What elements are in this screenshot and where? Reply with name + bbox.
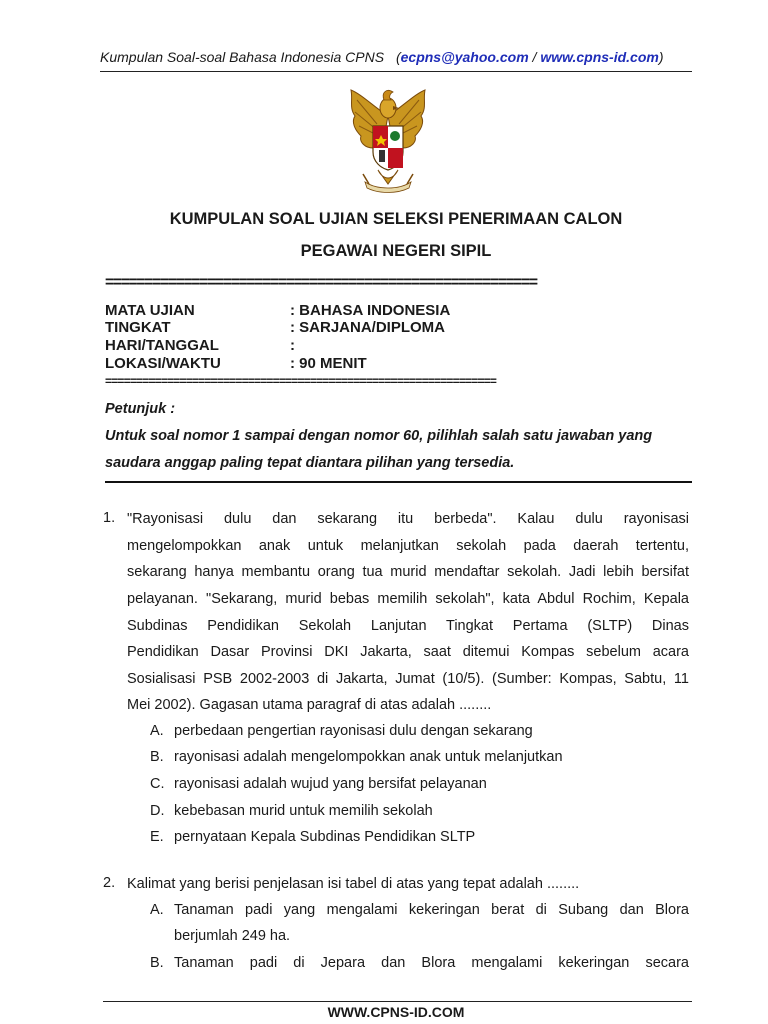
option-letter: C. bbox=[150, 776, 165, 792]
option-letter: A. bbox=[150, 902, 164, 918]
header-email-link[interactable]: ecpns@yahoo.com bbox=[400, 49, 529, 65]
question-number: 1. bbox=[103, 510, 116, 526]
info-value: : bbox=[290, 337, 295, 354]
question-text-line: mengelompokkan anak untuk melanjutkan sekolah pada daerah tertentu, bbox=[127, 538, 689, 554]
info-label: LOKASI/WAKTU bbox=[105, 355, 221, 372]
question-text-line: Subdinas Pendidikan Sekolah Lanjutan Tingkat Pertama (SLTP) Dinas bbox=[127, 618, 689, 634]
instructions-rule bbox=[105, 481, 692, 483]
answer-option-e[interactable] bbox=[150, 829, 475, 845]
info-label: MATA UJIAN bbox=[105, 302, 195, 319]
question-text-line: "Rayonisasi dulu dan sekarang itu berbeda". Kalau dulu rayonisasi bbox=[127, 511, 689, 527]
option-text: Tanaman padi yang mengalami kekeringan berat di Subang dan Blora bbox=[174, 902, 689, 918]
header-rule bbox=[100, 71, 692, 72]
instructions-line1: Untuk soal nomor 1 sampai dengan nomor 60, pilihlah salah satu jawaban yang bbox=[105, 428, 653, 444]
question-text-line: Sosialisasi PSB 2002-2003 di Jakarta, Jumat (10/5). (Sumber: Kompas, Sabtu, 11 bbox=[127, 671, 689, 687]
option-text: pernyataan Kepala Subdinas Pendidikan SLTP bbox=[174, 829, 476, 845]
option-text: rayonisasi adalah wujud yang bersifat pelayanan bbox=[174, 776, 487, 792]
info-value: : 90 MENIT bbox=[290, 355, 367, 372]
footer-website[interactable]: WWW.CPNS-ID.COM bbox=[327, 1004, 465, 1020]
option-letter: A. bbox=[150, 723, 164, 739]
instructions-heading: Petunjuk : bbox=[105, 401, 176, 417]
option-letter: D. bbox=[150, 803, 165, 819]
question-text-line: Mei 2002). Gagasan utama paragraf di atas adalah ........ bbox=[127, 697, 492, 713]
option-text: kebebasan murid untuk memilih sekolah bbox=[174, 803, 433, 819]
question-number: 2. bbox=[103, 875, 116, 891]
footer-rule bbox=[103, 1001, 692, 1002]
separator-line-bottom: =============================================================== bbox=[105, 374, 497, 388]
option-text-continued: berjumlah 249 ha. bbox=[174, 928, 291, 944]
info-value: : BAHASA INDONESIA bbox=[290, 302, 451, 319]
answer-option-a[interactable] bbox=[150, 902, 174, 918]
option-letter: B. bbox=[150, 955, 164, 971]
instructions-line2: saudara anggap paling tepat diantara pilihan yang tersedia. bbox=[105, 455, 515, 471]
info-label: TINGKAT bbox=[105, 319, 171, 336]
question-text-line: Kalimat yang berisi penjelasan isi tabel di atas yang tepat adalah ........ bbox=[127, 876, 580, 892]
info-value: : SARJANA/DIPLOMA bbox=[290, 319, 446, 336]
option-letter: B. bbox=[150, 749, 164, 765]
question-text-line: Pendidikan Dasar Provinsi DKI Jakarta, saat ditemui Kompas sebelum acara bbox=[127, 644, 689, 660]
option-text: perbedaan pengertian rayonisasi dulu dengan sekarang bbox=[174, 723, 533, 739]
option-text: rayonisasi adalah mengelompokkan anak untuk melanjutkan bbox=[174, 749, 563, 765]
header-paren-open: ( bbox=[395, 49, 401, 65]
answer-option-b[interactable] bbox=[150, 955, 174, 971]
header-paren-close: ) bbox=[658, 49, 664, 65]
header-title: Kumpulan Soal-soal Bahasa Indonesia CPNS bbox=[100, 49, 385, 65]
question-text-line: pelayanan. "Sekarang, murid bebas memilih sekolah", kata Abdul Rochim, Kepala bbox=[127, 591, 689, 607]
option-letter: E. bbox=[150, 829, 164, 845]
question-text-line: sekarang hanya membantu orang tua murid mendaftar sekolah. Jadi lebih bersifat bbox=[127, 564, 689, 580]
garuda-emblem-icon bbox=[343, 86, 433, 198]
answer-option-d[interactable] bbox=[150, 803, 433, 819]
info-label: HARI/TANGGAL bbox=[105, 337, 219, 354]
separator-line-top: ======================================================= bbox=[105, 274, 537, 291]
answer-option-c[interactable] bbox=[150, 776, 487, 792]
document-title-line2: PEGAWAI NEGERI SIPIL bbox=[300, 242, 492, 260]
header-separator: / bbox=[528, 49, 541, 65]
option-text: Tanaman padi di Jepara dan Blora mengalami kekeringan secara bbox=[174, 955, 689, 971]
answer-option-b[interactable] bbox=[150, 749, 563, 765]
header-website-link[interactable]: www.cpns-id.com bbox=[540, 49, 659, 65]
answer-option-a[interactable] bbox=[150, 723, 533, 739]
document-title-line1: KUMPULAN SOAL UJIAN SELEKSI PENERIMAAN CALON bbox=[169, 210, 623, 228]
running-header bbox=[100, 49, 690, 65]
